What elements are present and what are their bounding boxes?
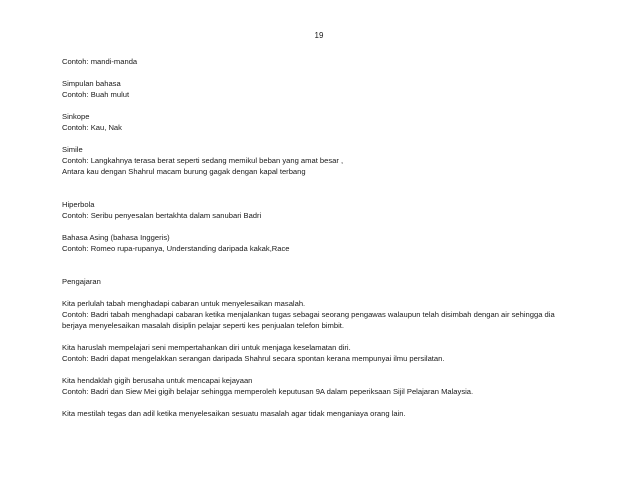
spacer <box>62 397 602 408</box>
spacer <box>62 364 602 375</box>
document-body <box>62 56 602 419</box>
lesson-text: Kita perlulah tabah menghadapi cabaran untuk menyelesaikan masalah. <box>62 299 306 308</box>
example-text: Contoh: Langkahnya terasa berat seperti sedang memikul beban yang amat besar , <box>62 156 344 165</box>
lesson-text: Kita mestilah tegas dan adil ketika menyelesaikan sesuatu masalah agar tidak menganiaya orang lain. <box>62 409 406 418</box>
example-text: Contoh: mandi-manda <box>62 57 138 66</box>
section-heading: Pengajaran <box>62 277 101 286</box>
example-text: Contoh: Buah mulut <box>62 90 130 99</box>
section-heading: Simpulan bahasa <box>62 79 121 88</box>
page-number: 19 <box>314 31 324 40</box>
spacer <box>62 331 602 342</box>
example-text: Contoh: Seribu penyesalan bertakhta dalam sanubari Badri <box>62 211 262 220</box>
example-text: Contoh: Badri dan Siew Mei gigih belajar sehingga memperoleh keputusan 9A dalam peperiksaan Sijil Pelajaran Malaysia. <box>62 387 474 396</box>
lesson-text: Kita haruslah mempelajari seni mempertahankan diri untuk menjaga keselamatan diri. <box>62 343 351 352</box>
example-text: Antara kau dengan Shahrul macam burung gagak dengan kapal terbang <box>62 167 306 176</box>
spacer <box>62 254 602 276</box>
spacer <box>62 177 602 199</box>
section-heading: Hiperbola <box>62 200 95 209</box>
example-text: Contoh: Badri dapat mengelakkan serangan daripada Shahrul secara spontan kerana mempunyai ilmu persilatan. <box>62 354 445 363</box>
section-heading: Sinkope <box>62 112 90 121</box>
example-text: berjaya menyelesaikan masalah disiplin pelajar seperti kes penjualan telefon bimbit. <box>62 321 344 330</box>
example-text: Contoh: Romeo rupa-rupanya, Understanding daripada kakak,Race <box>62 244 290 253</box>
example-text: Contoh: Kau, Nak <box>62 123 122 132</box>
section-heading: Bahasa Asing (bahasa Inggeris) <box>62 233 170 242</box>
example-text: Contoh: Badri tabah menghadapi cabaran ketika menjalankan tugas sebagai seorang pengawas walaupun telah disimbah dengan air sehingga dia <box>62 310 555 319</box>
spacer <box>62 287 602 298</box>
lesson-text: Kita hendaklah gigih berusaha untuk mencapai kejayaan <box>62 376 253 385</box>
spacer <box>62 221 602 232</box>
spacer <box>62 67 602 78</box>
spacer <box>62 133 602 144</box>
section-heading: Simile <box>62 145 83 154</box>
spacer <box>62 100 602 111</box>
